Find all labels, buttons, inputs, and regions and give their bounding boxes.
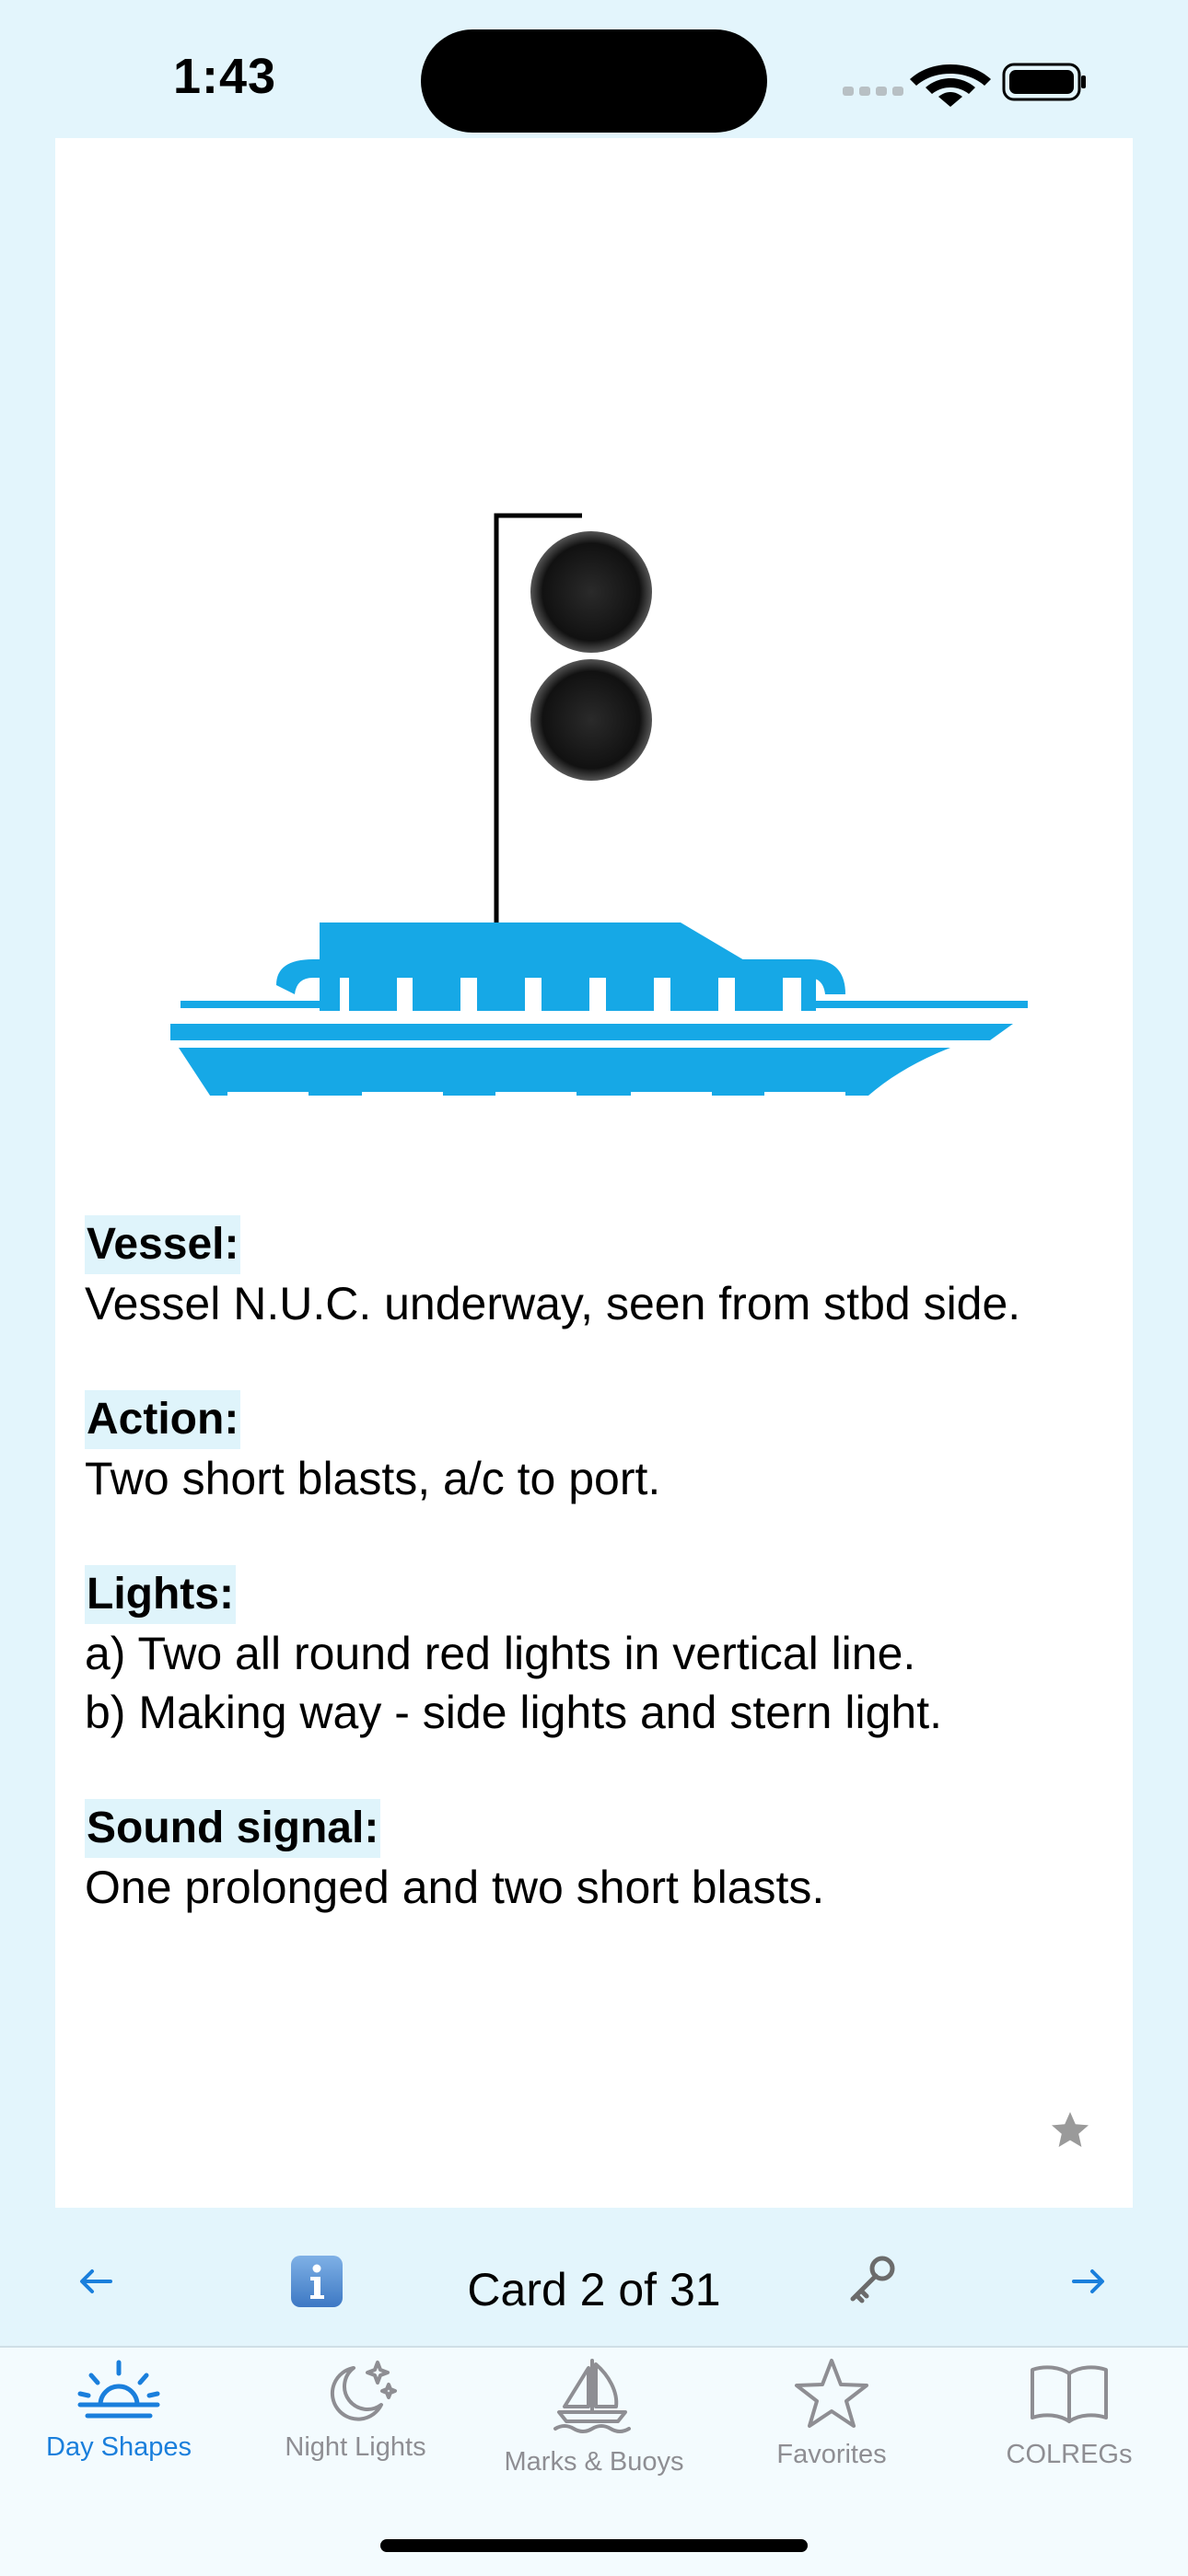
tab-label: Marks & Buoys: [504, 2447, 684, 2477]
status-bar: [0, 0, 1188, 138]
sailboat-icon: [550, 2357, 638, 2438]
arrow-right-icon: [1070, 2268, 1107, 2295]
section-text: One prolonged and two short blasts.: [85, 1862, 825, 1913]
cellular-icon: [843, 87, 903, 96]
tab-label: Day Shapes: [46, 2432, 192, 2462]
status-time: 1:43: [173, 49, 277, 104]
wifi-icon: [910, 64, 991, 107]
book-icon: [1025, 2357, 1113, 2431]
dynamic-island: [421, 29, 767, 133]
answer-key-button[interactable]: [834, 2245, 908, 2318]
day-shape-ball-upper: [530, 531, 652, 653]
section-label: Sound signal:: [85, 1799, 380, 1858]
tab-marks-buoys[interactable]: [479, 2357, 709, 2495]
previous-card-button[interactable]: [59, 2245, 133, 2318]
favorite-star-icon[interactable]: [1048, 2108, 1092, 2152]
tab-favorites[interactable]: [716, 2357, 947, 2495]
section-label: Lights:: [85, 1565, 236, 1624]
star-icon: [787, 2357, 876, 2431]
next-card-button[interactable]: [1052, 2245, 1125, 2318]
arrow-left-icon: [77, 2268, 114, 2295]
info-icon: [290, 2255, 344, 2308]
section-text: a) Two all round red lights in vertical line.: [85, 1628, 916, 1679]
sunrise-icon: [75, 2357, 163, 2423]
section-lights: [85, 1565, 1107, 1742]
vessel-illustration: [166, 359, 1031, 1096]
day-shape-ball-lower: [530, 659, 652, 781]
key-icon: [844, 2254, 899, 2309]
tab-label: COLREGs: [1006, 2440, 1133, 2469]
battery-icon: [1004, 64, 1086, 99]
tab-label: Favorites: [776, 2440, 887, 2469]
moon-stars-icon: [311, 2357, 400, 2423]
section-text: b) Making way - side lights and stern light.: [85, 1687, 942, 1738]
tab-label: Night Lights: [285, 2432, 426, 2462]
tab-night-lights[interactable]: [240, 2357, 471, 2495]
section-sound-signal: [85, 1799, 1107, 1917]
section-action: [85, 1390, 1107, 1508]
info-button[interactable]: [280, 2245, 354, 2318]
section-text: Vessel N.U.C. underway, seen from stbd side.: [85, 1278, 1021, 1329]
section-label: Vessel:: [85, 1215, 240, 1274]
flash-card: [55, 138, 1133, 2208]
tab-colregs[interactable]: [954, 2357, 1184, 2495]
section-vessel: [85, 1215, 1107, 1333]
section-text: Two short blasts, a/c to port.: [85, 1453, 661, 1504]
home-indicator: [380, 2539, 808, 2552]
section-label: Action:: [85, 1390, 240, 1449]
card-counter: Card 2 of 31: [467, 2264, 721, 2315]
tab-day-shapes[interactable]: [4, 2357, 234, 2495]
ship-windows: [320, 978, 816, 1011]
card-details: [85, 1215, 1107, 1974]
card-navigation: [0, 2208, 1188, 2346]
status-icons: [838, 53, 1087, 109]
